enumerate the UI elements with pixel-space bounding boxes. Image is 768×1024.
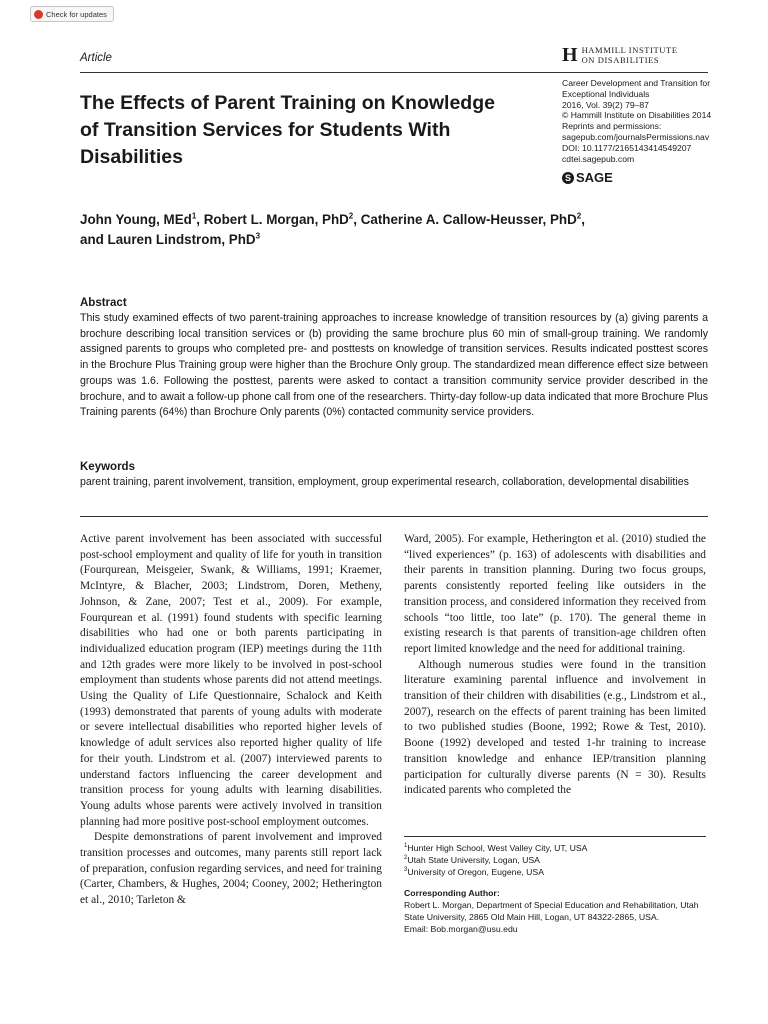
author-name: Catherine A. Callow-Heusser, PhD [360, 212, 577, 227]
article-type-label: Article [80, 52, 112, 64]
publisher-logo-text [582, 45, 678, 65]
journal-info-line: Exceptional Individuals [562, 88, 650, 99]
keywords-text: parent training, parent involvement, transition, employment, group experimental research, collaboration, developmental disabilities [80, 476, 689, 488]
affiliation-text: University of Oregon, Eugene, USA [407, 867, 544, 878]
body-paragraph: Despite demonstrations of parent involvement and improved transition processes and outcomes, many parents still report lack of preparation, confusion regarding services, and need for training (Carter, Chambers, & Hughes, 2004; Cooney, 2002; Hetherington et al., 2010; Tarleton & [80, 831, 382, 907]
abstract-text: This study examined effects of two parent-training approaches to increase knowledge of transition resources by (a) giving parents a brochure describing local transition services or (b) providing the same brochure plus 60 min of small-group training. We randomly assigned parents to groups who completed pre- and posttests on knowledge of transition services. Results indicated posttest scores in the Brochure Plus Training group were higher than the Brochure Only group. The standardized mean difference effect size between groups was 1.6. Following the posttest, parents were asked to contact a transition community service provider described in the brochure, and to await a follow-up phone call from one of the researchers. Thirty-day follow-up data indicated that more Brochure Plus Training parents (64%) than Brochure Only parents (0%) contacted community service providers. [80, 312, 708, 419]
journal-info [562, 78, 712, 164]
body-column-left [80, 532, 382, 909]
body-column-right [404, 532, 706, 799]
update-check-icon [34, 10, 43, 19]
sage-logo-text: SAGE [576, 170, 613, 185]
publisher-logo-line2: ON DISABILITIES [581, 55, 660, 65]
author-list [80, 210, 700, 250]
author-name: John Young, MEd [80, 212, 192, 227]
check-for-updates-button[interactable] [30, 6, 114, 22]
journal-info-line: Career Development and Transition for [562, 78, 711, 88]
affiliation-marker: 2 [404, 855, 408, 862]
author-separator: , [581, 212, 585, 227]
affiliation-marker: 3 [404, 867, 408, 874]
sage-logo-icon: S [562, 172, 574, 184]
body-paragraph: Ward, 2005). For example, Hetherington et al. (2010) studied the “lived experiences” (p. 163) of adolescents with disabilities and their parents in transition planning. During two focus groups, parents consistently reported feeling like outsiders in the transition process, and considered information they received from schools “too little, too late” (p. 170). The general theme in existing research is that parents of transition-age children often report limited knowledge and the need for additional training. [404, 533, 706, 655]
sage-logo [562, 170, 613, 185]
author-separator: , [353, 212, 361, 227]
keywords-section [80, 460, 708, 491]
author-affiliation-marker: 2 [348, 211, 354, 221]
journal-info-line: © Hammill Institute on Disabilities 2014 [562, 110, 712, 121]
body-paragraph: Although numerous studies were found in the transition literature examining parental influence and involvement in transition of their children with disabilities (e.g., Lindstrom et al., 2007), research on the effects of parent training has been limited to two published studies (Boone, 1992; Rowe & Test, 2010). Boone (1992) developed and tested 1-hr training to increase transition knowledge and enhance IEP/transition planning participation for culturally diverse parents (N = 30). Results indicated parents who completed the [404, 658, 706, 797]
publisher-logo-line1: HAMMILL INSTITUTE [581, 45, 678, 55]
publisher-logo [562, 42, 712, 68]
corresponding-author-address: Robert L. Morgan, Department of Special Education and Rehabilitation, Utah State University, 2865 Old Main Hill, Logan, UT 84322-2865, USA. [404, 899, 699, 923]
affiliation-note [404, 842, 706, 854]
affiliation-text: Utah State University, Logan, USA [407, 855, 540, 866]
article-title: The Effects of Parent Training on Knowledge of Transition Services for Students With Disabilities [80, 92, 495, 168]
affiliation-note [404, 866, 706, 878]
author-affiliation-marker: 1 [191, 211, 197, 221]
header-divider [80, 72, 708, 73]
author-affiliation-marker: 2 [576, 211, 582, 221]
affiliation-note [404, 854, 706, 866]
footnote-divider [404, 836, 706, 837]
author-name: Robert L. Morgan, PhD [203, 212, 349, 227]
keywords-heading: Keywords [80, 461, 135, 473]
author-affiliation-marker: 3 [255, 231, 261, 241]
abstract-section [80, 296, 708, 421]
journal-info-link[interactable]: sagepub.com/journalsPermissions.nav [562, 131, 710, 142]
body-divider [80, 516, 708, 517]
corresponding-author-heading: Corresponding Author: [404, 887, 500, 898]
author-name: and Lauren Lindstrom, PhD [80, 232, 256, 247]
journal-info-line: Reprints and permissions: [562, 121, 662, 132]
publisher-logo-mark: H [562, 44, 578, 66]
affiliation-marker: 1 [404, 843, 408, 850]
footnotes [404, 842, 706, 935]
body-paragraph: Active parent involvement has been associated with successful post-school employment and quality of life for youth in transition (Fourqurean, Meisgeier, Swank, & Williams, 1991; Kraemer, McIntyre, & Blacher, 2003; Lindstrom, Doren, Metheny, Johnson, & Zane, 2007; Test et al., 2009). For example, Fourqurean et al. (1991) found students with specific learning disabilities who had one or both parents participating in individualized education program (IEP) meetings during the 11th and 12th grades were more likely to be involved in post-school employment than students whose parents did not attend meetings. Using the Quality of Life Questionnaire, Schalock and Keith (1993) demonstrated that parents of young adults with moderate or severe intellectual disabilities who reported higher levels of knowledge of adult services also reported higher quality of life for their youth. Lindstrom et al. (2007) interviewed parents to understand factors influencing the career development and transition process for young adults with learning disabilities. Young adults whose parents were actively involved in transition planning had more positive post-school employment outcomes. [80, 533, 382, 828]
check-for-updates-label: Check for updates [46, 9, 107, 19]
journal-info-doi[interactable]: DOI: 10.1177/2165143414549207 [562, 142, 692, 153]
journal-info-line: 2016, Vol. 39(2) 79–87 [562, 99, 649, 110]
abstract-heading: Abstract [80, 297, 127, 309]
author-separator: , [196, 212, 204, 227]
affiliation-text: Hunter High School, West Valley City, UT, USA [407, 843, 588, 853]
journal-info-link[interactable]: cdtei.sagepub.com [562, 153, 635, 164]
corresponding-author-email[interactable]: Email: Bob.morgan@usu.edu [404, 924, 518, 935]
